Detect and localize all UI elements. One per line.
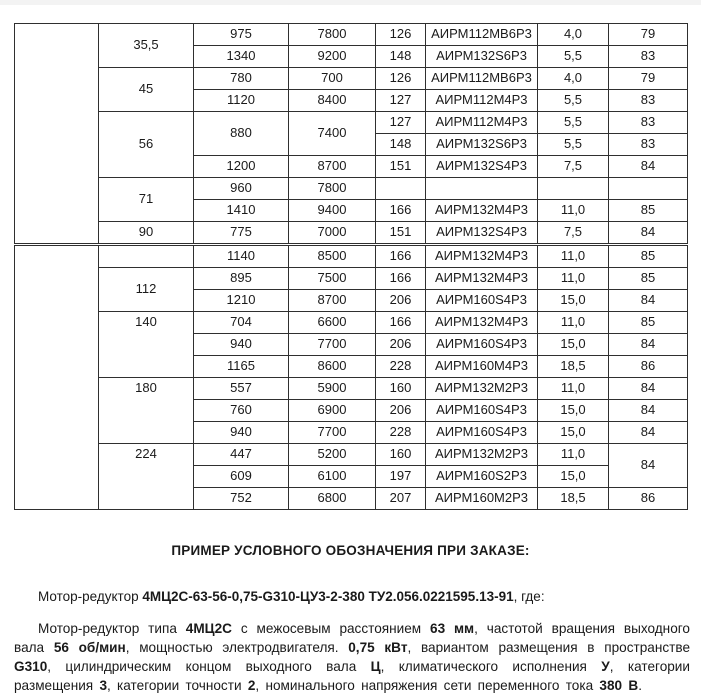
table-cell: 895 <box>194 268 289 290</box>
table-cell: 83 <box>609 90 688 112</box>
text-part: , где: <box>513 588 545 604</box>
table-cell: 8700 <box>289 290 376 312</box>
table-cell-empty <box>15 246 99 510</box>
table-cell: АИРМ132М4Р3 <box>426 200 538 222</box>
scan-edge-artifact <box>0 0 701 5</box>
table-cell: 4,0 <box>538 68 609 90</box>
table-cell: 7,5 <box>538 222 609 244</box>
gear-ratio-table-upper <box>14 23 688 244</box>
table-cell: 704 <box>194 312 289 334</box>
table-cell: АИРМ132S4Р3 <box>426 156 538 178</box>
table-cell: 1340 <box>194 46 289 68</box>
table-row <box>15 178 688 200</box>
table-cell-empty <box>99 246 194 268</box>
table-cell: АИРМ132S6Р3 <box>426 134 538 156</box>
table-cell: 84 <box>609 290 688 312</box>
table-cell: АИРМ132М2Р3 <box>426 378 538 400</box>
table-cell: 228 <box>376 422 426 444</box>
table-cell: 1210 <box>194 290 289 312</box>
table-cell: 71 <box>99 178 194 222</box>
table-cell: 127 <box>376 112 426 134</box>
table-cell: 1165 <box>194 356 289 378</box>
table-cell: 11,0 <box>538 200 609 222</box>
text-part: , климатического исполнения <box>380 659 602 674</box>
table-cell: 1200 <box>194 156 289 178</box>
table-cell: 8600 <box>289 356 376 378</box>
table-cell: 7400 <box>289 112 376 156</box>
table-cell: АИРМ112МВ6Р3 <box>426 68 538 90</box>
text-part: , частотой вращения выходного вала <box>14 620 690 655</box>
table-cell: 206 <box>376 400 426 422</box>
table-cell: 11,0 <box>538 444 609 466</box>
table-cell: 151 <box>376 156 426 178</box>
table-cell: 11,0 <box>538 312 609 334</box>
table-cell: АИРМ112М4Р3 <box>426 90 538 112</box>
table-cell: 79 <box>609 68 688 90</box>
table-cell: АИРМ132М4Р3 <box>426 246 538 268</box>
table-cell: АИРМ112М4Р3 <box>426 112 538 134</box>
designation-part: 4МЦ2С <box>185 620 232 636</box>
table-cell: 206 <box>376 334 426 356</box>
table-cell: 86 <box>609 356 688 378</box>
table-cell: 15,0 <box>538 290 609 312</box>
table-cell: 6900 <box>289 400 376 422</box>
table-cell: 228 <box>376 356 426 378</box>
table-cell: 557 <box>194 378 289 400</box>
table-cell: 86 <box>609 488 688 510</box>
table-cell: 7700 <box>289 422 376 444</box>
table-cell: 84 <box>609 378 688 400</box>
table-cell: АИРМ160S4Р3 <box>426 422 538 444</box>
table-cell: 84 <box>609 222 688 244</box>
table-cell: 84 <box>609 400 688 422</box>
table-cell: 180 <box>99 378 194 444</box>
table-cell: 84 <box>609 334 688 356</box>
table-row <box>15 112 688 134</box>
table-cell: 4,0 <box>538 24 609 46</box>
table-cell-empty <box>376 178 426 200</box>
table-cell: 140 <box>99 312 194 378</box>
table-row <box>15 268 688 290</box>
table-cell: АИРМ132М4Р3 <box>426 268 538 290</box>
table-cell: 6600 <box>289 312 376 334</box>
table-cell: 85 <box>609 268 688 290</box>
table-cell: 8400 <box>289 90 376 112</box>
text-part: , номинального напряжения сети переменного тока <box>255 678 600 694</box>
designation-part: 380 В <box>599 678 639 694</box>
table-cell: 11,0 <box>538 268 609 290</box>
table-cell: 5,5 <box>538 134 609 156</box>
table-cell: 85 <box>609 246 688 268</box>
table-cell: 7,5 <box>538 156 609 178</box>
table-cell: 151 <box>376 222 426 244</box>
order-example-description <box>14 619 690 695</box>
text-part: , категории размещения <box>14 659 690 694</box>
text-part: Мотор-редуктор <box>38 588 143 604</box>
table-cell: АИРМ132М4Р3 <box>426 312 538 334</box>
table-cell-empty <box>538 178 609 200</box>
table-row <box>15 444 688 466</box>
table-cell: АИРМ160S4Р3 <box>426 290 538 312</box>
table-cell: 83 <box>609 112 688 134</box>
table-cell: 84 <box>609 156 688 178</box>
table-cell: 35,5 <box>99 24 194 68</box>
designation-part: 56 об/мин <box>53 639 126 655</box>
text-part: , мощностью электродвигателя. <box>125 639 349 655</box>
table-cell: 5,5 <box>538 46 609 68</box>
table-cell: АИРМ160S2Р3 <box>426 466 538 488</box>
order-example-heading: ПРИМЕР УСЛОВНОГО ОБОЗНАЧЕНИЯ ПРИ ЗАКАЗЕ: <box>171 543 530 558</box>
table-cell: 1140 <box>194 246 289 268</box>
table-row <box>15 24 688 46</box>
table-row <box>15 222 688 244</box>
table-cell: 5200 <box>289 444 376 466</box>
table-cell: 45 <box>99 68 194 112</box>
designation-part: 2 <box>247 678 256 694</box>
designation-part: Ц <box>370 659 381 674</box>
table-cell: 8500 <box>289 246 376 268</box>
table-row <box>15 312 688 334</box>
text-part: , категории точности <box>107 678 248 694</box>
table-cell: 18,5 <box>538 356 609 378</box>
table-cell: 7500 <box>289 268 376 290</box>
table-cell: 7700 <box>289 334 376 356</box>
table-cell: 83 <box>609 134 688 156</box>
table-cell: 127 <box>376 90 426 112</box>
table-cell: 6800 <box>289 488 376 510</box>
table-cell: 700 <box>289 68 376 90</box>
table-cell: 160 <box>376 378 426 400</box>
table-cell: 609 <box>194 466 289 488</box>
table-cell: 15,0 <box>538 334 609 356</box>
table-cell: 79 <box>609 24 688 46</box>
table-row <box>15 378 688 400</box>
table-cell: 83 <box>609 46 688 68</box>
table-cell: 160 <box>376 444 426 466</box>
table-cell: 775 <box>194 222 289 244</box>
table-cell: 6100 <box>289 466 376 488</box>
text-part: , вариантом размещения в пространстве <box>407 639 691 655</box>
table-cell: 940 <box>194 422 289 444</box>
table-cell: 1120 <box>194 90 289 112</box>
table-cell: 880 <box>194 112 289 156</box>
table-cell: 56 <box>99 112 194 178</box>
table-row <box>15 246 688 268</box>
table-cell: 85 <box>609 200 688 222</box>
table-cell: АИРМ160М4Р3 <box>426 356 538 378</box>
table-cell: 85 <box>609 312 688 334</box>
table-cell: 15,0 <box>538 400 609 422</box>
text-part: , цилиндрическим концом выходного вала <box>47 659 371 674</box>
table-cell: 780 <box>194 68 289 90</box>
text-part: Мотор-редуктор типа <box>38 620 186 636</box>
table-cell: 166 <box>376 268 426 290</box>
table-cell: АИРМ160S4Р3 <box>426 334 538 356</box>
table-cell: 7000 <box>289 222 376 244</box>
designation-part: 63 мм <box>430 620 475 636</box>
designation-part: У <box>601 659 610 674</box>
table-cell: 9200 <box>289 46 376 68</box>
table-row <box>15 68 688 90</box>
table-cell: 112 <box>99 268 194 312</box>
table-cell: 18,5 <box>538 488 609 510</box>
order-example-designation <box>14 589 690 604</box>
table-cell-empty <box>15 24 99 244</box>
table-cell-empty <box>426 178 538 200</box>
table-cell: АИРМ132М2Р3 <box>426 444 538 466</box>
table-cell: АИРМ112МВ6Р3 <box>426 24 538 46</box>
table-cell: 148 <box>376 46 426 68</box>
text-part: с межосевым расстоянием <box>231 620 431 636</box>
table-cell: 166 <box>376 200 426 222</box>
table-cell: 15,0 <box>538 422 609 444</box>
table-cell: 207 <box>376 488 426 510</box>
table-cell: 11,0 <box>538 378 609 400</box>
table-cell: 148 <box>376 134 426 156</box>
table-cell: 960 <box>194 178 289 200</box>
table-cell: 5,5 <box>538 112 609 134</box>
table-cell: 90 <box>99 222 194 244</box>
table-cell: АИРМ160М2Р3 <box>426 488 538 510</box>
table-cell: 8700 <box>289 156 376 178</box>
text-part: . <box>638 678 642 694</box>
table-cell: 975 <box>194 24 289 46</box>
table-cell: АИРМ132S4Р3 <box>426 222 538 244</box>
designation-part: 3 <box>99 678 107 694</box>
table-cell: 126 <box>376 68 426 90</box>
table-cell: 447 <box>194 444 289 466</box>
table-cell: 1410 <box>194 200 289 222</box>
table-cell: 9400 <box>289 200 376 222</box>
table-cell: 84 <box>609 444 688 488</box>
designation-part: 0,75 кВт <box>348 639 408 655</box>
table-cell: 197 <box>376 466 426 488</box>
table-cell: АИРМ160S4Р3 <box>426 400 538 422</box>
table-cell: 84 <box>609 422 688 444</box>
table-cell: 5900 <box>289 378 376 400</box>
table-cell: 206 <box>376 290 426 312</box>
table-cell: 11,0 <box>538 246 609 268</box>
table-cell: 7800 <box>289 178 376 200</box>
table-cell: 760 <box>194 400 289 422</box>
table-cell: 7800 <box>289 24 376 46</box>
table-cell-empty <box>609 178 688 200</box>
table-cell: 166 <box>376 312 426 334</box>
table-cell: 166 <box>376 246 426 268</box>
table-cell: 752 <box>194 488 289 510</box>
designation-part: G310 <box>14 659 48 674</box>
table-cell: АИРМ132S6Р3 <box>426 46 538 68</box>
gear-ratio-table-lower <box>14 245 688 510</box>
designation-part: 4МЦ2С-63-56-0,75-G310-ЦУ3-2-380 ТУ2.056.0221595.13-91 <box>142 588 514 604</box>
table-cell: 224 <box>99 444 194 510</box>
table-cell: 5,5 <box>538 90 609 112</box>
table-cell: 15,0 <box>538 466 609 488</box>
table-cell: 126 <box>376 24 426 46</box>
table-cell: 940 <box>194 334 289 356</box>
